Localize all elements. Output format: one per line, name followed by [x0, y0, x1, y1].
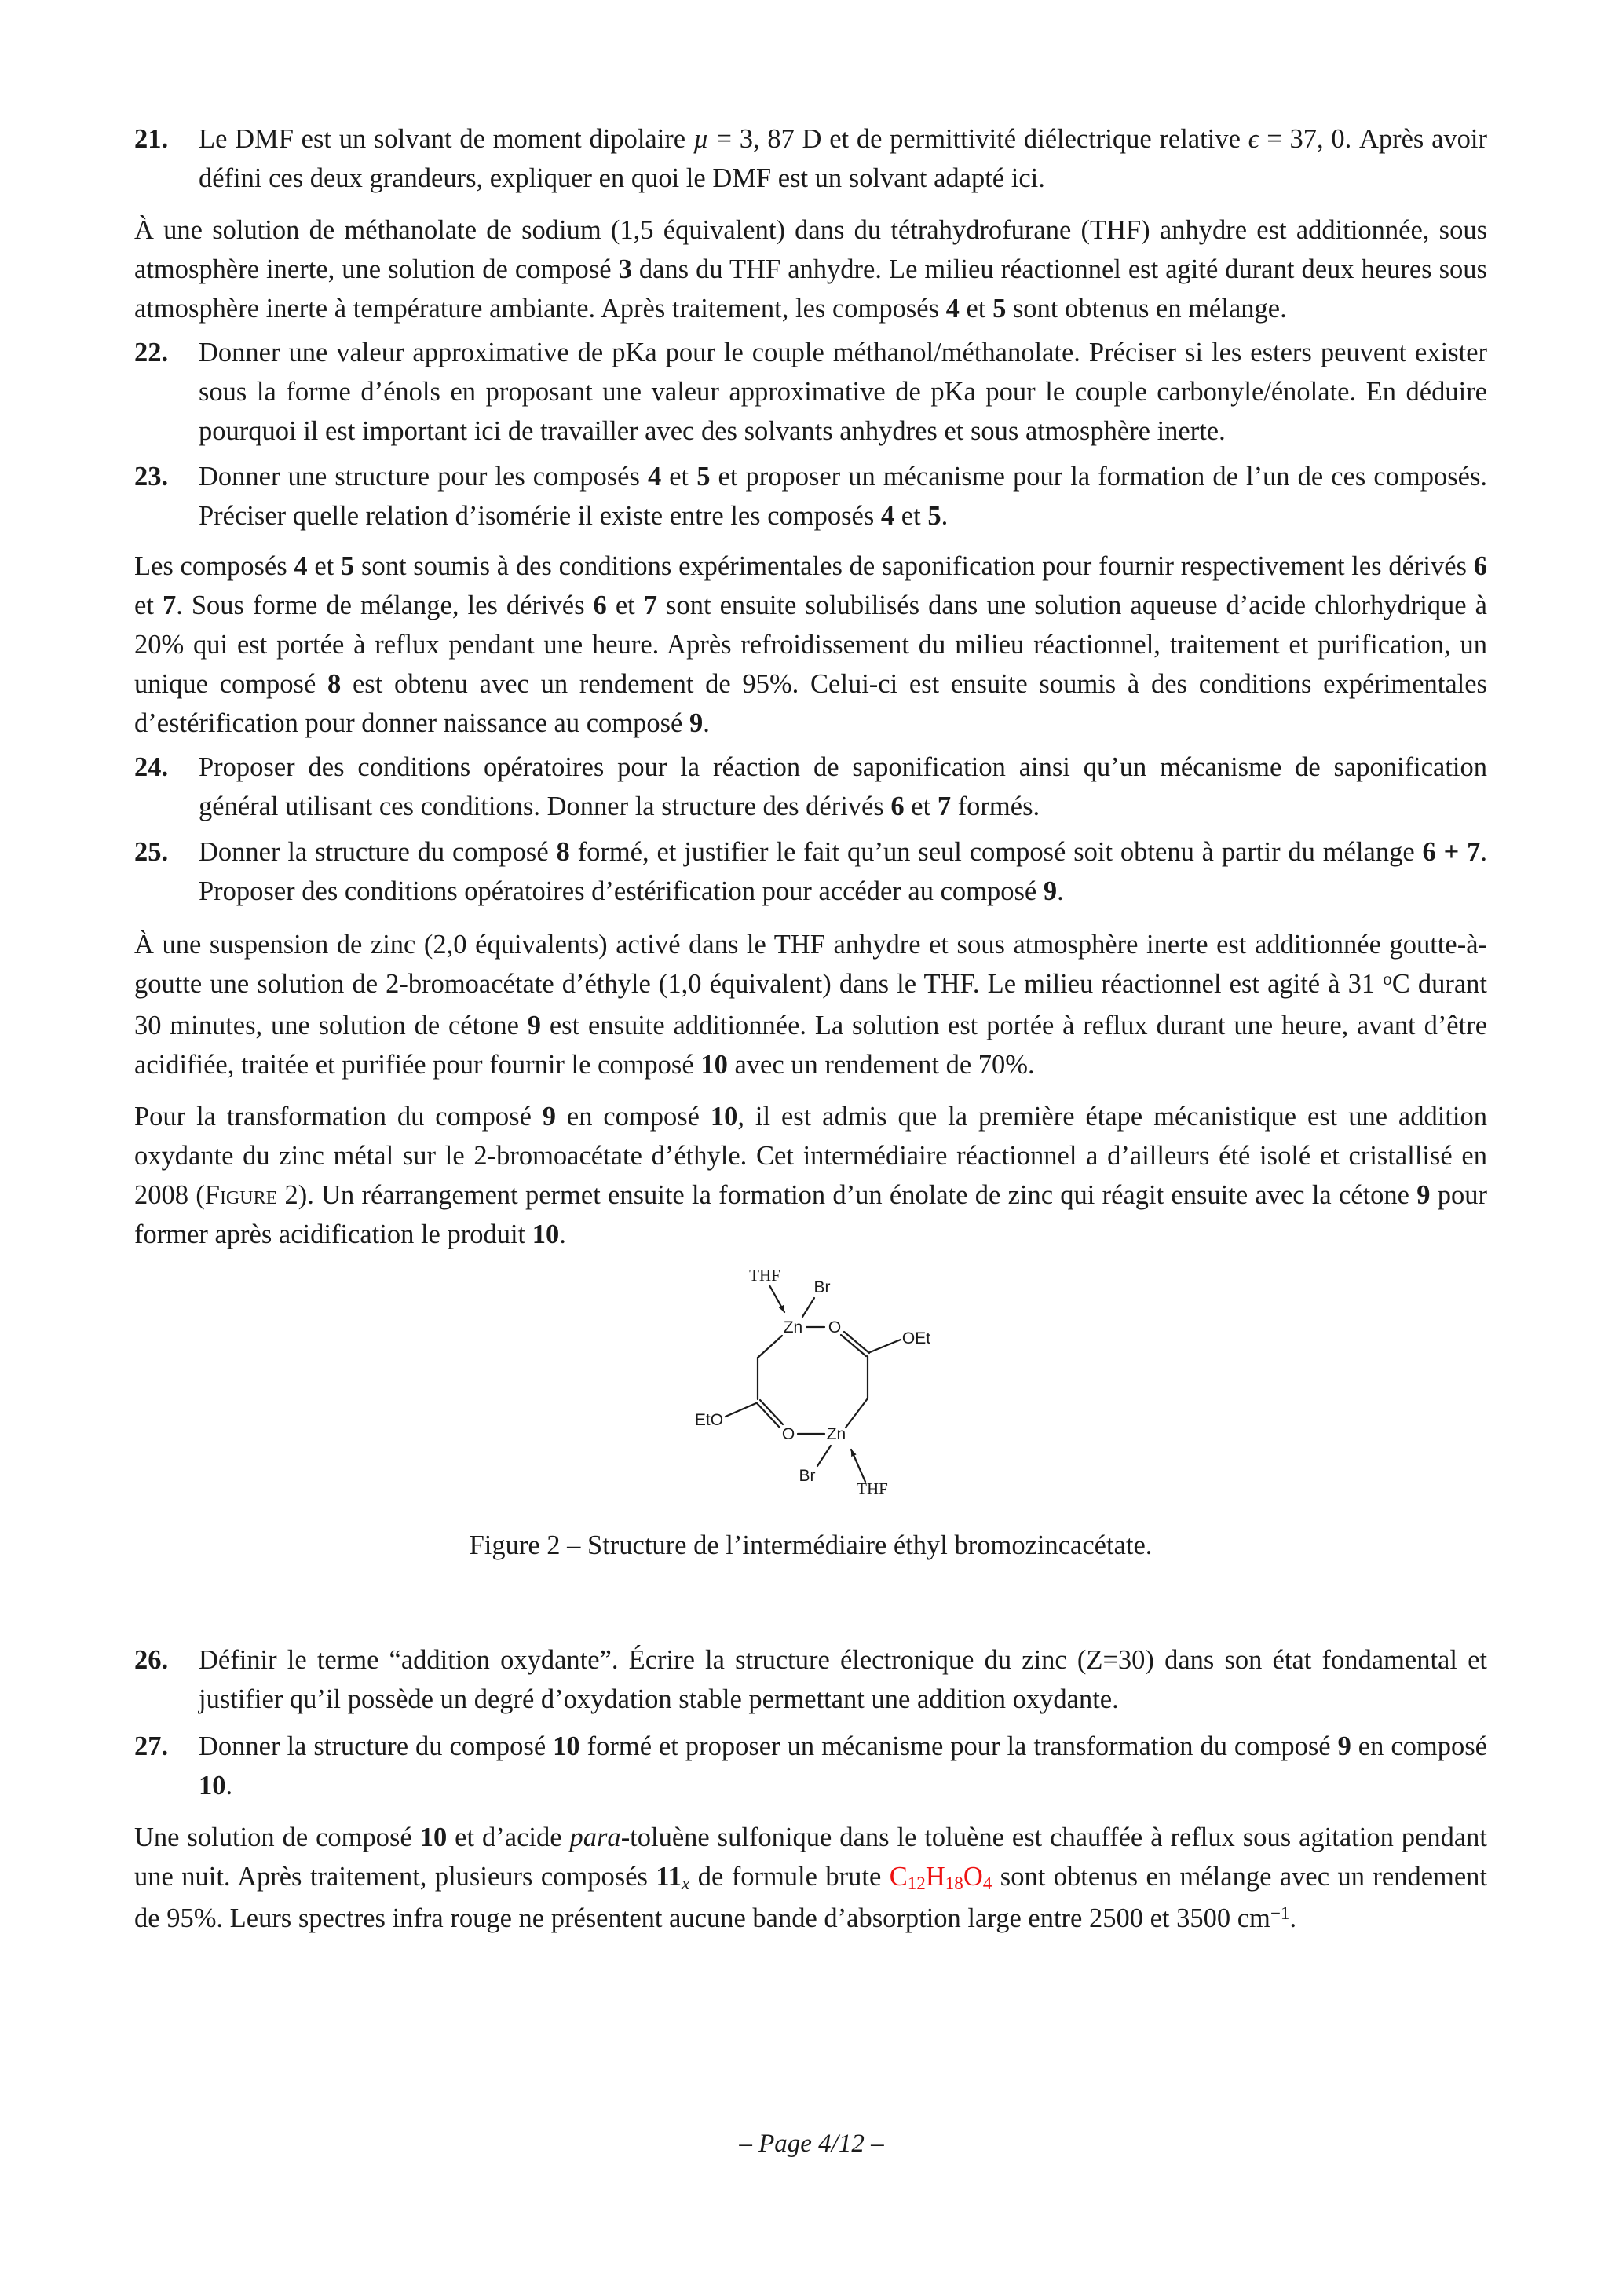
question-21: [134, 119, 1487, 198]
text-segment: 7: [162, 590, 177, 620]
text-segment: et: [606, 590, 644, 620]
text-segment: 4: [647, 462, 662, 492]
text-segment: 2). Un réarrangement permet ensuite la formation d’un énolate de zinc qui réagit ensuite avec la cétone: [277, 1180, 1417, 1210]
text-segment: 9: [1043, 876, 1058, 906]
text-segment: 12: [907, 1873, 926, 1894]
question-27: [134, 1727, 1487, 1805]
paragraph-transformation-text: [134, 1102, 1487, 1249]
text-segment: dans du THF anhydre. Le milieu réactionnel est agité durant deux heures sous atmosphère inerte à température ambiante. Après traitement, les composés: [134, 254, 1487, 324]
thf-top-label: THF: [748, 1266, 780, 1285]
bond-br-zn-top: [802, 1298, 814, 1317]
text-segment: et: [894, 501, 928, 531]
bond-ch2-zn-top: [758, 1336, 782, 1358]
paragraph-zinc-suspension-text: [134, 930, 1487, 1080]
question-24: [134, 748, 1487, 826]
text-segment: para: [569, 1823, 621, 1852]
paragraph-transformation: [134, 1097, 1487, 1254]
text-segment: et: [959, 294, 993, 324]
text-segment: 5: [927, 501, 941, 531]
question-26: [134, 1640, 1487, 1719]
text-segment: = 37, 0. Après avoir défini ces deux grandeurs, expliquer en quoi le DMF est un solvant adapté ici.: [199, 124, 1487, 193]
text-segment: et: [134, 590, 163, 620]
page-body: [134, 119, 1487, 1940]
text-segment: 9: [527, 1011, 542, 1040]
bond-c-oet: [870, 1340, 901, 1352]
question-27-text: [199, 1731, 1487, 1801]
text-segment: O: [963, 1862, 983, 1892]
text-segment: et d’acide: [447, 1823, 570, 1852]
text-segment: 10: [700, 1050, 728, 1080]
text-segment: 8: [327, 669, 342, 699]
text-segment: 10: [553, 1731, 580, 1761]
text-segment: sont obtenus en mélange avec un rendement de 95%. Leurs spectres infra rouge ne présentent aucune bande d’absorption large entre 2500 et 3500 cm: [134, 1862, 1487, 1933]
text-segment: igure: [219, 1180, 278, 1210]
question-22-number: 22.: [134, 338, 169, 367]
text-segment: 9: [1416, 1180, 1431, 1210]
text-segment: -toluène sulfonique dans le toluène est chauffée à reflux sous agitation pendant une nuit. Après traitement, plusieurs composés: [134, 1823, 1488, 1892]
paragraph-methanolate-text: [134, 215, 1487, 324]
text-segment: et: [307, 551, 342, 581]
text-segment: , il est admis que la première étape mécanistique est une addition oxydante du zinc métal sur le 2-bromoacétate d’éthyle. Cet intermédiaire réactionnel a d’ailleurs été isolé et cristallisé en 2008 (F: [134, 1102, 1487, 1210]
text-segment: 8: [556, 837, 570, 867]
text-segment: −1: [1270, 1902, 1290, 1923]
text-segment: Le DMF est un solvant de moment dipolaire: [199, 124, 693, 154]
text-segment: 6: [1473, 551, 1487, 581]
text-segment: . Sous forme de mélange, les dérivés: [176, 590, 594, 620]
text-segment: x: [682, 1873, 690, 1894]
question-24-text: [199, 752, 1487, 821]
text-segment: C durant 30 minutes, une solution de cétone: [134, 969, 1487, 1040]
text-segment: formé, et justifier le fait qu’un seul composé soit obtenu à partir du mélange: [569, 837, 1423, 867]
text-segment: Donner une valeur approximative de pKa pour le couple méthanol/méthanolate. Préciser si les esters peuvent exister sous la forme d’énols en proposant une valeur approximative de pKa pour le couple carbonyle/énolate. En déduire pourquoi il est important ici de travailler avec des solvants anhydres et sous atmosphère inerte.: [199, 338, 1487, 446]
text-segment: 7: [937, 792, 952, 821]
text-segment: Les composés: [134, 551, 294, 581]
double-bond-c-o-bottom-1: [760, 1400, 783, 1424]
paragraph-zinc-suspension: [134, 925, 1487, 1084]
text-segment: 7: [643, 590, 658, 620]
question-23: [134, 457, 1487, 536]
oet-label: OEt: [901, 1329, 930, 1347]
text-segment: 9: [1337, 1731, 1351, 1761]
text-segment: 9: [542, 1102, 557, 1132]
text-segment: 9: [689, 708, 704, 738]
text-segment: .: [1289, 1903, 1297, 1933]
text-segment: sont ensuite solubilisés dans une solution aqueuse d’acide chlorhydrique à 20% qui est portée à reflux pendant une heure. Après refroidissement du milieu réactionnel, traitement et purification, un unique composé: [134, 590, 1487, 699]
text-segment: .: [559, 1219, 566, 1249]
text-segment: .: [225, 1771, 233, 1801]
question-21-text: [199, 124, 1487, 193]
question-26-text: [199, 1645, 1487, 1714]
question-26-number: 26.: [134, 1645, 169, 1675]
question-24-number: 24.: [134, 752, 169, 782]
text-segment: Définir le terme “addition oxydante”. Écrire la structure électronique du zinc (Z=30) dans son état fondamental et justifier qu’il possède un degré d’oxydation stable permettant une addition oxydante.: [199, 1645, 1487, 1714]
text-segment: en composé: [556, 1102, 711, 1132]
zn-bottom-label: Zn: [826, 1425, 846, 1443]
text-segment: 6: [593, 590, 607, 620]
text-segment: H: [925, 1862, 945, 1892]
thf-dative-arrow-top: [769, 1285, 784, 1312]
figure-2-caption: Figure 2 – Structure de l’intermédiaire éthyl bromozincacétate.: [469, 1530, 1153, 1560]
text-segment: pour former après acidification le produit: [134, 1180, 1487, 1249]
text-segment: et proposer un mécanisme pour la formation de l’un de ces composés. Préciser quelle relation d’isomérie il existe entre les composés: [199, 462, 1488, 531]
eto-label: EtO: [694, 1411, 723, 1429]
bond-ch2-zn-bottom: [846, 1398, 868, 1428]
zn-top-label: Zn: [783, 1318, 802, 1336]
text-segment: .: [941, 501, 949, 531]
text-segment: o: [1383, 967, 1392, 989]
text-segment: de formule brute: [689, 1862, 890, 1892]
question-22-text: [199, 338, 1487, 446]
br-bottom-label: Br: [799, 1467, 815, 1485]
double-bond-c-o-bottom-2: [757, 1403, 780, 1428]
text-segment: 4: [945, 294, 960, 324]
figure-2-structure: [689, 1260, 934, 1502]
text-segment: 10: [199, 1771, 226, 1801]
text-segment: .: [703, 708, 710, 738]
text-segment: sont soumis à des conditions expérimentales de saponification pour fournir respectivement les dérivés: [354, 551, 1474, 581]
text-segment: À une solution de méthanolate de sodium (1,5 équivalent) dans du tétrahydrofurane (THF) anhydre est additionnée, sous atmosphère inerte, une solution de composé: [134, 215, 1487, 284]
text-segment: Pour la transformation du composé: [134, 1102, 543, 1132]
paragraph-methanolate: [134, 210, 1487, 328]
text-segment: ϵ: [1248, 124, 1259, 154]
text-segment: Proposer des conditions opératoires pour la réaction de saponification ainsi qu’un mécanisme de saponification général utilisant ces conditions. Donner la structure des dérivés: [199, 752, 1487, 821]
question-27-number: 27.: [134, 1731, 169, 1761]
text-segment: . Proposer des conditions opératoires d’estérification pour accéder au composé: [199, 837, 1487, 906]
text-segment: = 3, 87 D et de permittivité diélectrique relative: [708, 124, 1248, 154]
text-segment: Une solution de composé: [134, 1823, 420, 1852]
text-segment: 6: [890, 792, 905, 821]
text-segment: formés.: [951, 792, 1040, 821]
text-segment: 3: [618, 254, 632, 284]
text-segment: µ: [693, 124, 709, 154]
text-segment: formé et proposer un mécanisme pour la transformation du composé: [579, 1731, 1338, 1761]
question-23-text: [199, 462, 1487, 531]
text-segment: 4: [294, 551, 308, 581]
text-segment: 6 + 7: [1422, 837, 1481, 867]
paragraph-saponification-text: [134, 551, 1487, 738]
text-segment: 18: [945, 1873, 963, 1894]
question-25-number: 25.: [134, 837, 169, 867]
paragraph-para-toluene-text: [134, 1823, 1487, 1933]
text-segment: en composé: [1351, 1731, 1487, 1761]
text-segment: avec un rendement de 70%.: [727, 1050, 1035, 1080]
bond-zn-br-bottom: [817, 1446, 831, 1466]
text-segment: 5: [341, 551, 355, 581]
text-segment: 10: [532, 1219, 560, 1249]
text-segment: 5: [696, 462, 711, 492]
text-segment: est ensuite additionnée. La solution est portée à reflux durant une heure, avant d’être acidifiée, traitée et purifiée pour fournir le composé: [134, 1011, 1488, 1080]
question-22: [134, 333, 1487, 451]
bond-c-eto: [726, 1403, 756, 1417]
text-segment: est obtenu avec un rendement de 95%. Celui-ci est ensuite soumis à des conditions expérimentales d’estérification pour donner naissance au composé: [134, 669, 1487, 738]
double-bond-o-c-top-2: [841, 1335, 866, 1356]
text-segment: Donner une structure pour les composés: [199, 462, 648, 492]
bond-lines: [726, 1285, 901, 1482]
text-segment: C: [889, 1862, 908, 1892]
br-top-label: Br: [813, 1278, 830, 1296]
text-segment: 10: [710, 1102, 738, 1132]
text-segment: 4: [880, 501, 895, 531]
figure-2: [689, 1260, 934, 1502]
text-segment: 10: [419, 1823, 448, 1852]
text-segment: 4: [982, 1873, 992, 1894]
o-bottom-label: O: [781, 1425, 795, 1443]
question-25: [134, 832, 1487, 911]
text-segment: Donner la structure du composé: [199, 1731, 554, 1761]
paragraph-para-toluene: [134, 1818, 1487, 1940]
o-top-label: O: [828, 1318, 841, 1336]
paragraph-saponification: [134, 547, 1487, 743]
text-segment: et: [904, 792, 938, 821]
text-segment: 11: [656, 1862, 682, 1892]
text-segment: Donner la structure du composé: [199, 837, 557, 867]
text-segment: .: [1057, 876, 1064, 906]
thf-bottom-label: THF: [856, 1479, 888, 1498]
thf-dative-arrow-bottom: [851, 1450, 865, 1482]
text-segment: À une suspension de zinc (2,0 équivalents) activé dans le THF anhydre et sous atmosphère inerte est additionnée goutte-à-goutte une solution de 2-bromoacétate d’éthyle (1,0 équivalent) dans le THF. Le milieu réactionnel est agité à 31: [134, 930, 1487, 999]
question-23-number: 23.: [134, 462, 169, 492]
question-25-text: [199, 837, 1487, 906]
text-segment: et: [661, 462, 697, 492]
page-number-footer: – Page 4/12 –: [739, 2130, 884, 2158]
question-21-number: 21.: [134, 124, 169, 154]
double-bond-o-c-top-1: [844, 1332, 869, 1353]
text-segment: 5: [992, 294, 1007, 324]
text-segment: sont obtenus en mélange.: [1006, 294, 1287, 324]
